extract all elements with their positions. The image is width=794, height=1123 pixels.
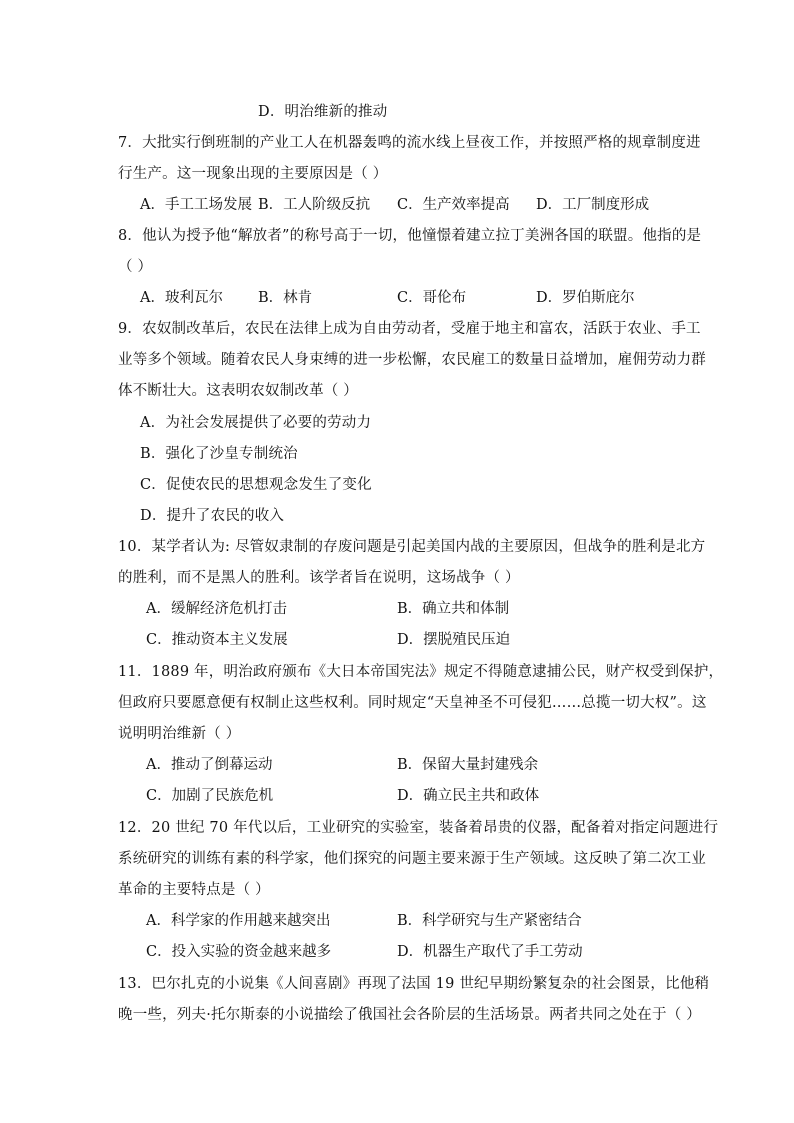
q8-option-a: A．玻利瓦尔 bbox=[140, 290, 223, 306]
question-13-line-2: 晚一些，列夫·托尔斯泰的小说描绘了俄国社会各阶层的生活场景。两者共同之处在于（ ） bbox=[118, 1007, 701, 1023]
q7-option-c: C．生产效率提高 bbox=[397, 197, 510, 213]
q7-option-b: B．工人阶级反抗 bbox=[258, 197, 371, 213]
q8-option-b: B．林肯 bbox=[258, 290, 313, 306]
question-9-line-2: 业等多个领域。随着农民人身束缚的进一步松懈，农民雇工的数量日益增加，雇佣劳动力群 bbox=[118, 352, 706, 368]
q12-option-d: D．机器生产取代了手工劳动 bbox=[397, 944, 583, 960]
question-10-line-2: 的胜利，而不是黑人的胜利。该学者旨在说明，这场战争（ ） bbox=[118, 570, 520, 586]
question-11-line-1: 11．1889 年，明治政府颁布《大日本帝国宪法》规定不得随意逮捕公民，财产权受到保护， bbox=[118, 664, 724, 680]
question-8-line-2: （ ） bbox=[118, 259, 153, 275]
q7-option-a: A．手工工场发展 bbox=[140, 197, 252, 213]
question-10-line-1: 10．某学者认为: 尽管奴隶制的存废问题是引起美国内战的主要原因，但战争的胜利是北方 bbox=[118, 539, 706, 555]
question-7-line-2: 行生产。这一现象出现的主要原因是（ ） bbox=[118, 166, 388, 182]
question-12-line-1: 12．20 世纪 70 年代以后，工业研究的实验室，装备着昂贵的仪器，配备着对指定问题进行 bbox=[118, 820, 719, 836]
q9-option-c: C．促使农民的思想观念发生了变化 bbox=[140, 477, 372, 493]
q12-option-c: C．投入实验的资金越来越多 bbox=[146, 944, 332, 960]
q9-option-d: D．提升了农民的收入 bbox=[140, 508, 285, 524]
q10-option-c: C．推动资本主义发展 bbox=[146, 632, 288, 648]
question-7-line-1: 7．大批实行倒班制的产业工人在机器轰鸣的流水线上昼夜工作，并按照严格的规章制度进 bbox=[118, 135, 701, 151]
question-12-line-3: 革命的主要特点是（ ） bbox=[118, 882, 270, 898]
q8-option-c: C．哥伦布 bbox=[397, 290, 467, 306]
q12-option-b: B．科学研究与生产紧密结合 bbox=[397, 913, 582, 929]
question-8-line-1: 8．他认为授予他“解放者”的称号高于一切，他憧憬着建立拉丁美洲各国的联盟。他指的是 bbox=[118, 228, 702, 244]
q10-option-a: A．缓解经济危机打击 bbox=[146, 601, 287, 617]
q6-option-d: D．明治维新的推动 bbox=[258, 104, 388, 120]
q11-option-a: A．推动了倒幕运动 bbox=[146, 757, 273, 773]
q9-option-a: A．为社会发展提供了必要的劳动力 bbox=[140, 415, 372, 431]
q9-option-b: B．强化了沙皇专制统治 bbox=[140, 446, 298, 462]
q7-option-d: D．工厂制度形成 bbox=[536, 197, 650, 213]
question-9-line-3: 体不断壮大。这表明农奴制改革（ ） bbox=[118, 383, 359, 399]
question-13-line-1: 13．巴尔扎克的小说集《人间喜剧》再现了法国 19 世纪早期纷繁复杂的社会图景，比他稍 bbox=[118, 976, 710, 992]
question-12-line-2: 系统研究的训练有素的科学家，他们探究的问题主要来源于生产领域。这反映了第二次工业 bbox=[118, 851, 706, 867]
question-11-line-3: 说明明治维新（ ） bbox=[118, 726, 241, 742]
q11-option-d: D．确立民主共和政体 bbox=[397, 788, 540, 804]
question-11-line-2: 但政府只要愿意便有权制止这些权利。同时规定“天皇神圣不可侵犯……总揽一切大权”。这 bbox=[118, 695, 707, 711]
q11-option-b: B．保留大量封建残余 bbox=[397, 757, 539, 773]
q12-option-a: A．科学家的作用越来越突出 bbox=[146, 913, 331, 929]
q10-option-d: D．摆脱殖民压迫 bbox=[397, 632, 511, 648]
question-9-line-1: 9．农奴制改革后，农民在法律上成为自由劳动者，受雇于地主和富农，活跃于农业、手工 bbox=[118, 321, 701, 337]
q11-option-c: C．加剧了民族危机 bbox=[146, 788, 274, 804]
q8-option-d: D．罗伯斯庇尔 bbox=[536, 290, 635, 306]
q10-option-b: B．确立共和体制 bbox=[397, 601, 510, 617]
